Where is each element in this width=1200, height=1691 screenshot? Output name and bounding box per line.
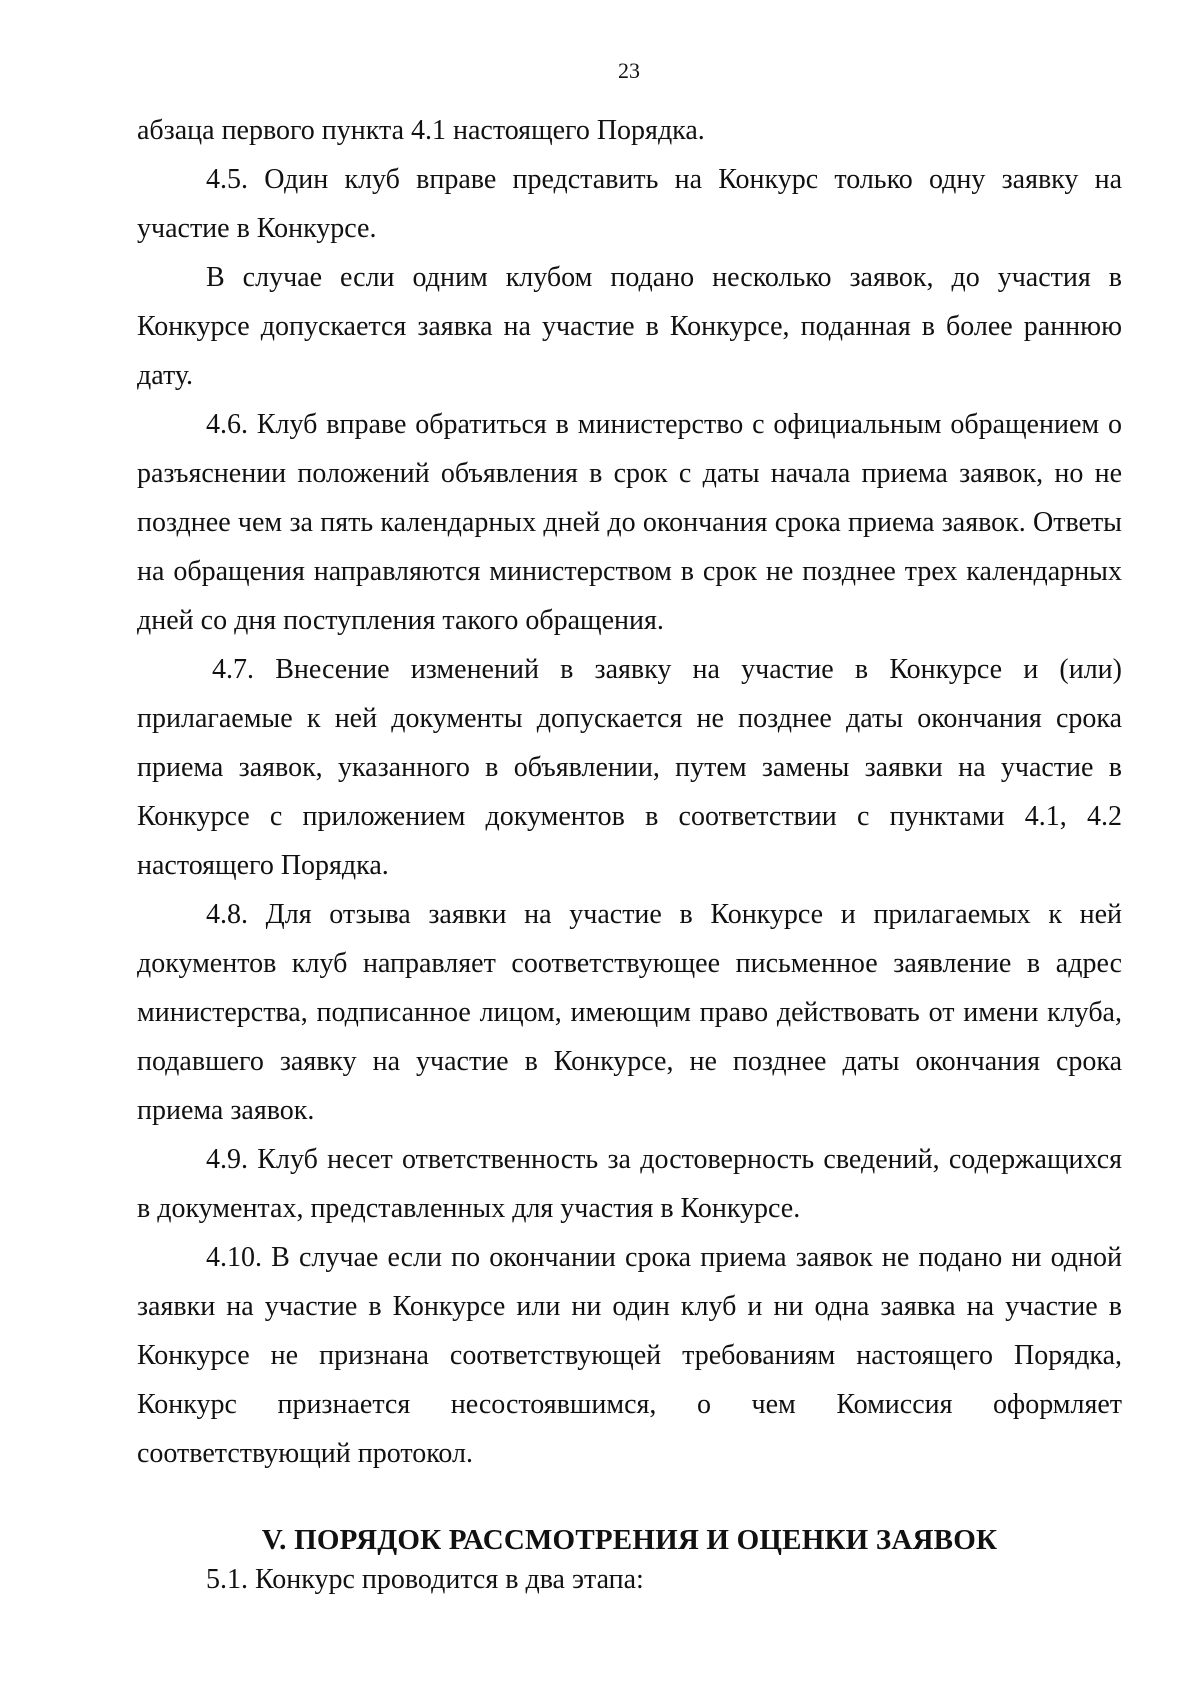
paragraph-5-1: 5.1. Конкурс проводится в два этапа: [206, 1564, 644, 1595]
paragraph-continuation: абзаца первого пункта 4.1 настоящего Порядка. [137, 115, 705, 146]
paragraph-4-9: 4.9. Клуб несет ответственность за достоверность сведений, содержащихся в документах, представленных для участия в Конкурсе. [137, 1144, 1122, 1224]
paragraph-4-8: 4.8. Для отзыва заявки на участие в Конкурсе и прилагаемых к ней документов клуб направляет соответствующее письменное заявление в адрес министерства, подписанное лицом, имеющим право действовать от имени клуба, подавшего заявку на участие в Конкурсе, не позднее даты окончания срока приема заявок. [137, 899, 1122, 1126]
paragraph-4-7: 4.7. Внесение изменений в заявку на участие в Конкурсе и (или) прилагаемые к ней документы допускается не позднее даты окончания срока приема заявок, указанного в объявлении, путем замены заявки на участие в Конкурсе с приложением документов в соответствии с пунктами 4.1, 4.2 настоящего Порядка. [137, 654, 1122, 881]
paragraph-4-5: 4.5. Один клуб вправе представить на Конкурс только одну заявку на участие в Конкурсе. [137, 164, 1122, 244]
page-number: 23 [618, 58, 640, 83]
paragraph-4-10: 4.10. В случае если по окончании срока приема заявок не подано ни одной заявки на участие в Конкурсе или ни один клуб и ни одна заявка на участие в Конкурсе не признана соответствующей требованиям настоящего Порядка, Конкурс признается несостоявшимся, о чем Комиссия оформляет соответствующий протокол. [137, 1242, 1122, 1469]
document-body [137, 106, 1122, 1600]
paragraph-4-6: 4.6. Клуб вправе обратиться в министерство с официальным обращением о разъяснении положений объявления в срок с даты начала приема заявок, но не позднее чем за пять календарных дней до окончания срока приема заявок. Ответы на обращения направляются министерством в срок не позднее трех календарных дней со дня поступления такого обращения. [137, 409, 1122, 636]
section-heading: V. ПОРЯДОК РАССМОТРЕНИЯ И ОЦЕНКИ ЗАЯВОК [261, 1524, 998, 1556]
paragraph-4-5-multiple-applications: В случае если одним клубом подано несколько заявок, до участия в Конкурсе допускается заявка на участие в Конкурсе, поданная в более раннюю дату. [137, 262, 1122, 391]
